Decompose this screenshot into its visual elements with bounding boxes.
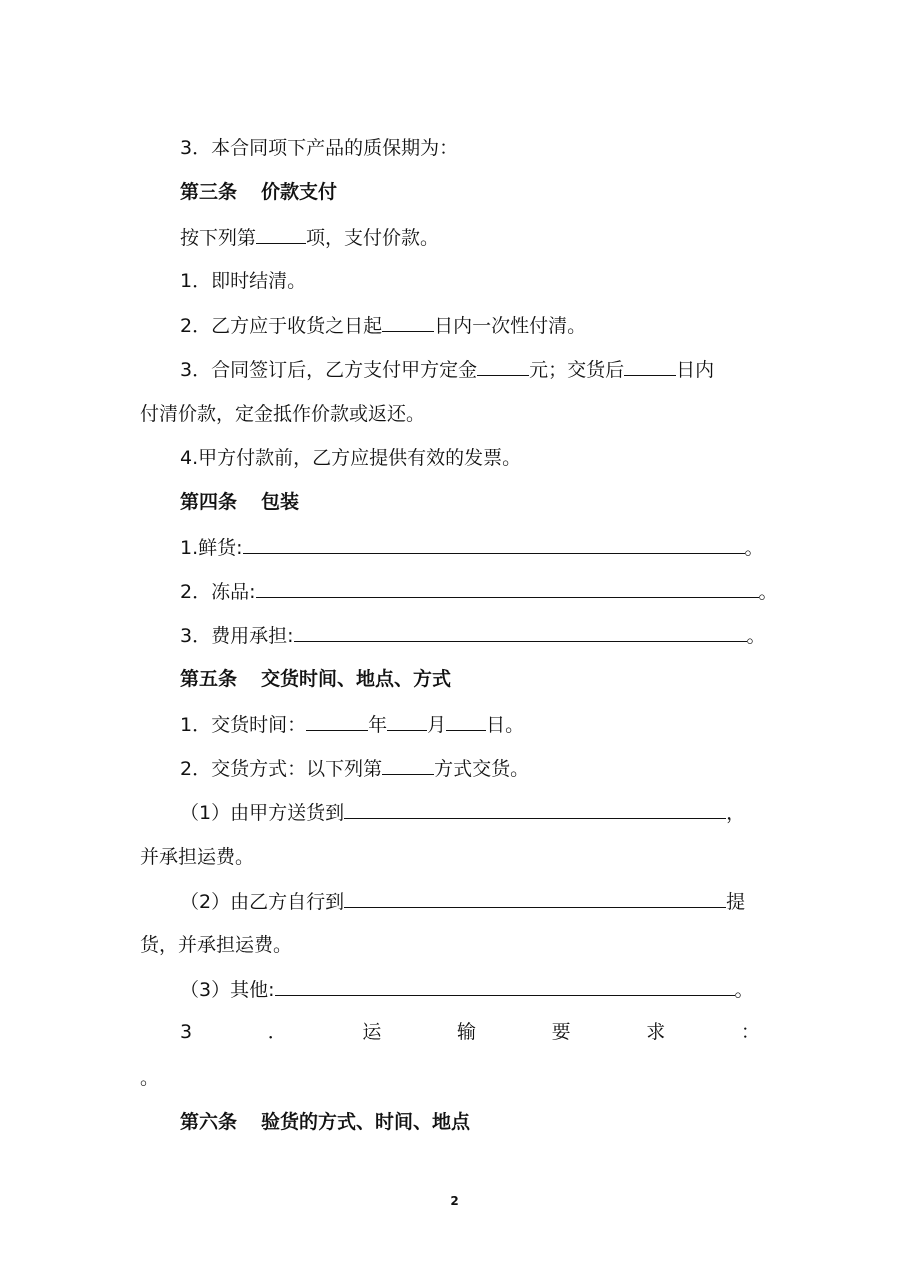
article-title: 价款支付 <box>261 181 338 203</box>
clause-line <box>180 136 458 160</box>
text: 3 <box>180 1021 193 1043</box>
blank-field[interactable] <box>256 579 759 598</box>
article-heading-3 <box>180 180 337 204</box>
clause-line <box>180 225 439 249</box>
text: 1．即时结清。 <box>180 270 307 292</box>
clause-line <box>180 446 521 470</box>
clause-line <box>140 402 425 426</box>
text: 2．乙方应于收货之日起 <box>180 315 383 337</box>
clause-line <box>180 712 524 736</box>
blank-field[interactable] <box>446 712 486 731</box>
blank-field[interactable] <box>294 623 747 642</box>
text: ． <box>267 1021 287 1043</box>
text: 付清价款，定金抵作价款或返还。 <box>140 403 426 425</box>
text: 3．合同签订后，乙方支付甲方定金 <box>180 359 478 381</box>
article-number: 第六条 <box>180 1111 238 1133</box>
article-title: 交货时间、地点、方式 <box>261 668 452 690</box>
text: 元；交货后 <box>529 359 625 381</box>
text: 3．本合同项下产品的质保期为： <box>180 137 459 159</box>
text: ， <box>726 802 746 824</box>
clause-line <box>180 579 778 603</box>
clause-line <box>180 313 586 337</box>
blank-field[interactable] <box>344 889 726 908</box>
text: 。 <box>744 537 764 559</box>
text: 日内 <box>676 359 715 381</box>
text: 要 <box>551 1021 571 1043</box>
text: 3．费用承担: <box>180 625 294 647</box>
article-title: 包装 <box>261 491 300 513</box>
article-heading-6 <box>180 1110 470 1134</box>
text: 。 <box>140 1067 160 1089</box>
page-number: 2 <box>450 1194 459 1208</box>
article-heading-5 <box>180 667 451 691</box>
blank-field[interactable] <box>382 313 434 332</box>
text: 。 <box>746 625 766 647</box>
clause-line <box>180 269 306 293</box>
text: （1）由甲方送货到 <box>180 802 345 824</box>
text: 求 <box>646 1021 666 1043</box>
blank-field[interactable] <box>477 357 529 376</box>
text: 年 <box>368 714 388 736</box>
blank-field[interactable] <box>624 357 676 376</box>
justified-clause-line <box>180 1020 760 1044</box>
blank-field[interactable] <box>243 535 745 554</box>
article-heading-4 <box>180 490 299 514</box>
article-number: 第四条 <box>180 491 238 513</box>
text: 1.鲜货: <box>180 537 243 559</box>
clause-line <box>180 756 529 780</box>
text: 提 <box>726 891 746 913</box>
text: 方式交货。 <box>434 758 530 780</box>
clause-line <box>140 845 254 869</box>
clause-line <box>140 933 292 957</box>
blank-field[interactable] <box>387 712 427 731</box>
clause-line <box>180 535 764 559</box>
text: 项，支付价款。 <box>306 227 440 249</box>
text: 运 <box>362 1021 382 1043</box>
text: 输 <box>457 1021 477 1043</box>
clause-line <box>180 889 745 913</box>
clause-line <box>180 977 754 1001</box>
blank-field[interactable] <box>382 756 434 775</box>
text: 4.甲方付款前，乙方应提供有效的发票。 <box>180 447 522 469</box>
text: 1．交货时间： <box>180 714 307 736</box>
article-title: 验货的方式、时间、地点 <box>261 1111 471 1133</box>
blank-field[interactable] <box>275 977 735 996</box>
clause-line <box>180 623 766 647</box>
text: （2）由乙方自行到 <box>180 891 345 913</box>
text: 货，并承担运费。 <box>140 934 293 956</box>
text: 2．交货方式：以下列第 <box>180 758 383 780</box>
text: 日内一次性付清。 <box>434 315 587 337</box>
text: 并承担运费。 <box>140 846 255 868</box>
text: 2．冻品: <box>180 581 256 603</box>
text: 月 <box>427 714 447 736</box>
article-number: 第三条 <box>180 181 238 203</box>
text: 。 <box>758 581 778 603</box>
blank-field[interactable] <box>256 225 306 244</box>
clause-line <box>180 357 714 381</box>
blank-field[interactable] <box>344 800 726 819</box>
text: ： <box>740 1021 760 1043</box>
text: 按下列第 <box>180 227 257 249</box>
blank-field[interactable] <box>306 712 368 731</box>
text: （3）其他: <box>180 979 275 1001</box>
article-number: 第五条 <box>180 668 238 690</box>
clause-line <box>140 1066 159 1090</box>
text: 日。 <box>486 714 525 736</box>
text: 。 <box>734 979 754 1001</box>
clause-line <box>180 800 745 824</box>
